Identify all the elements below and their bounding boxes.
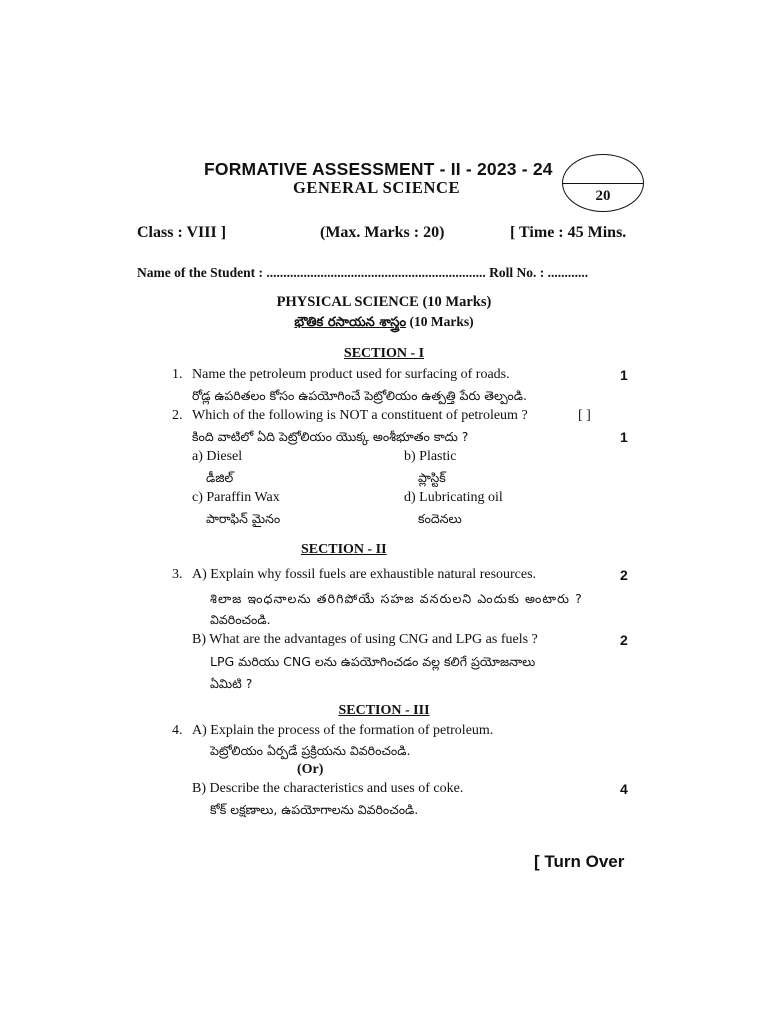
part-title-te [0,314,768,333]
q2-text-en: Which of the following is NOT a constituent of petroleum ? [192,408,528,423]
part-title-te-text: భౌతిక రసాయన శాస్త్రం [294,315,407,330]
part-title-te-marks: (10 Marks) [406,314,474,329]
q2-option-c-te: పారాఫిన్ మైనం [206,511,281,526]
q1-text-en: Name the petroleum product used for surfacing of roads. [192,367,510,382]
q3a-text-en: A) Explain why fossil fuels are exhaustible natural resources. [192,567,537,582]
section-1-heading: SECTION - I [343,346,425,361]
q2-option-d-en: d) Lubricating oil [404,490,503,505]
q2-option-c-en: c) Paraffin Wax [192,490,280,505]
student-name-roll-line: Name of the Student : ................................................................. Roll No. : ............ [137,265,589,280]
max-marks-label: (Max. Marks : 20) [320,224,445,241]
q1-text-te: రోడ్ల ఉపరితలం కోసం ఉపయోగించే పెట్రోలియం ఉత్పత్తి పేరు తెల్పండి. [192,388,527,403]
q3a-text-te-line1: శిలాజ ఇంధనాలను తరిగిపోయే సహజ వనరులని ఎందుకు అంటారు ? [210,591,583,606]
q2-number: 2. [172,408,183,423]
q2-option-a-en: a) Diesel [192,449,243,464]
q2-option-b-en: b) Plastic [404,449,457,464]
class-label: Class : VIII ] [137,224,227,241]
q4a-text-te: పెట్రోలియం ఏర్పడే ప్రక్రియను వివరించండి. [210,743,411,758]
total-marks-badge [562,154,644,212]
q2-option-a-te: డీజిల్ [206,470,234,485]
q4b-text-te: కోక్ లక్షణాలు, ఉపయోగాలను వివరించండి. [210,802,419,817]
q4-number: 4. [172,723,183,738]
q3b-text-te-line2: ఏమిటి ? [210,676,253,691]
q2-option-d-te: కందెనలు [418,511,462,526]
turn-over-label: [ Turn Over [534,852,625,871]
badge-divider [563,183,643,184]
q2-answer-bracket: [ ] [578,408,591,423]
q3b-marks: 2 [620,632,628,648]
q4b-text-en: B) Describe the characteristics and uses of coke. [192,781,464,796]
q2-text-te: కింది వాటిలో ఏది పెట్రోలియం యొక్క అంశీభూతం కాదు ? [192,429,469,444]
part-title-en: PHYSICAL SCIENCE (10 Marks) [276,294,492,310]
time-label: [ Time : 45 Mins. [510,224,627,241]
total-marks-value: 20 [595,188,611,204]
section-3-heading: SECTION - III [338,703,430,718]
q4-or: (Or) [297,762,324,777]
q4-marks: 4 [620,781,628,797]
q1-marks: 1 [620,367,628,383]
q3a-text-te-line2: వివరించండి. [210,612,271,627]
exam-title: FORMATIVE ASSESSMENT - II - 2023 - 24 [204,159,553,179]
q1-number: 1. [172,367,183,382]
q3a-marks: 2 [620,567,628,583]
q3-number: 3. [172,567,183,582]
section-2-heading: SECTION - II [301,542,387,557]
q3b-text-te-line1: LPG మరియు CNG లను ఉపయోగించడం వల్ల కలిగే ప్రయోజనాలు [210,654,536,669]
q2-marks: 1 [620,429,628,445]
q4a-text-en: A) Explain the process of the formation of petroleum. [192,723,494,738]
q2-option-b-te: ప్లాస్టిక్ [418,470,446,485]
subject-title: GENERAL SCIENCE [293,178,461,197]
q3b-text-en: B) What are the advantages of using CNG and LPG as fuels ? [192,632,538,647]
